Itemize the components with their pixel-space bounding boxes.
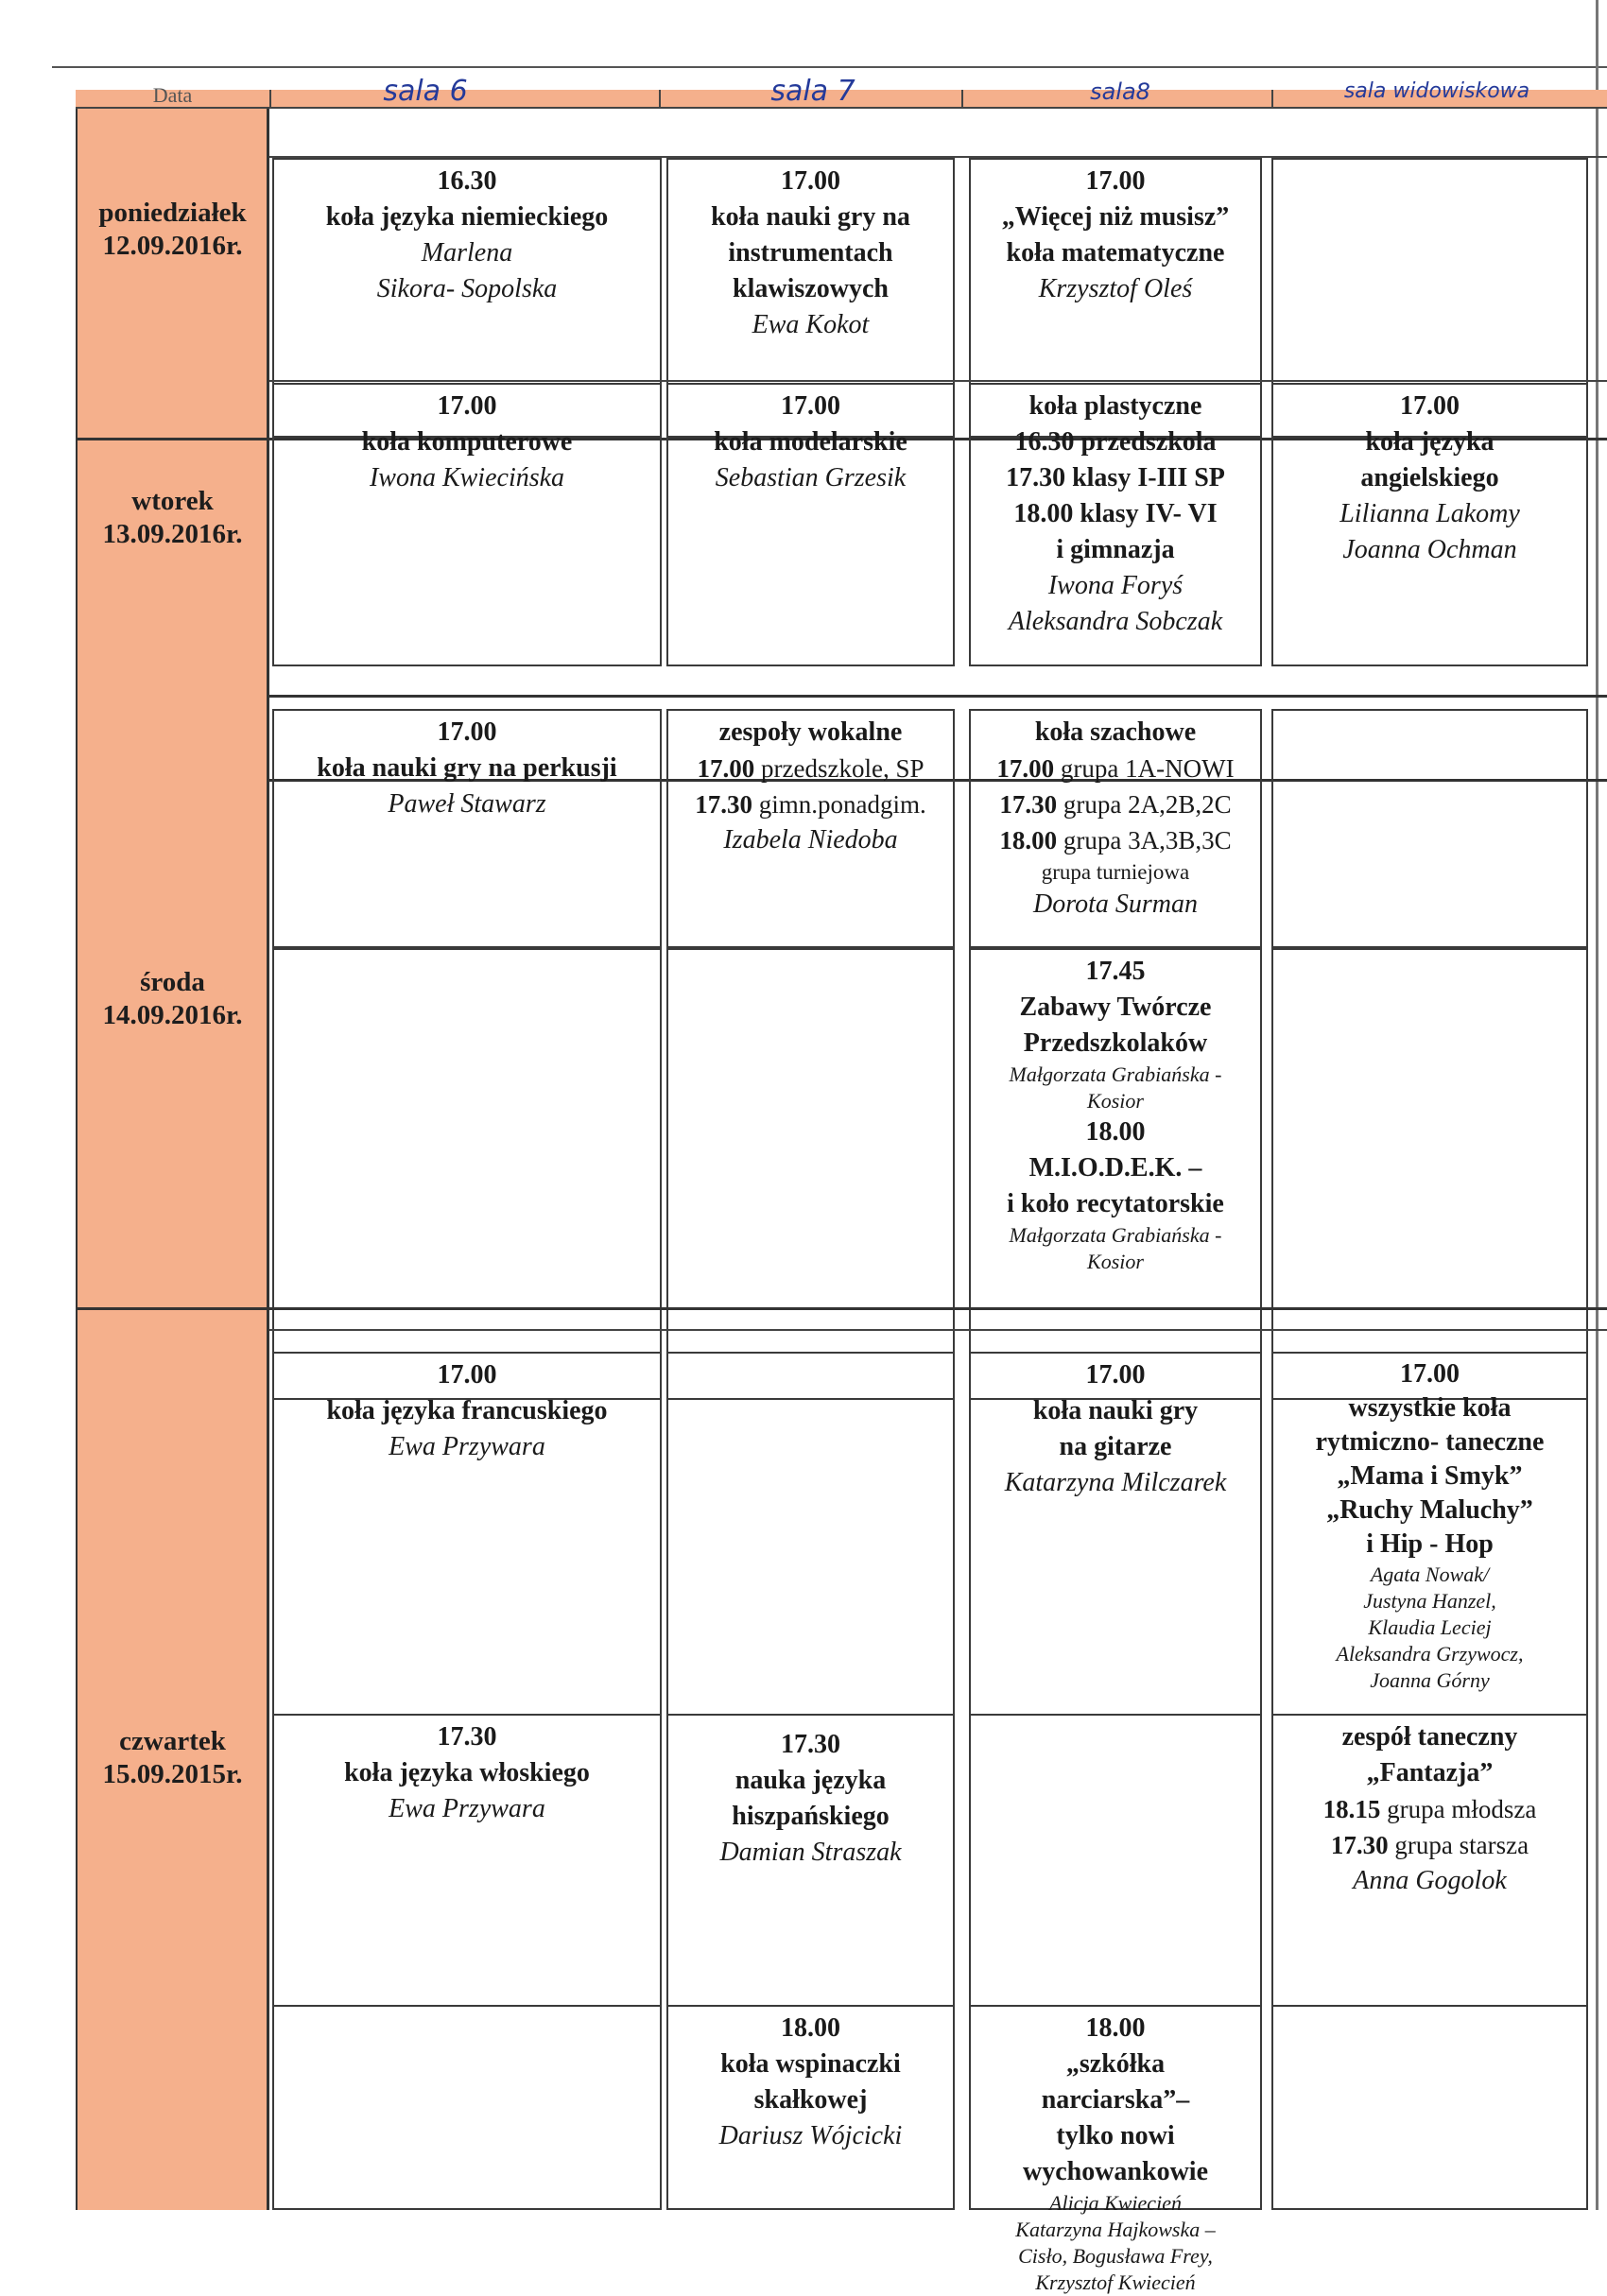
cell-thursday-sala8-b	[969, 1714, 1262, 2007]
slot-desc: grupa młodsza	[1387, 1795, 1537, 1823]
event-time: 18.00	[781, 2013, 840, 2043]
cell-wednesday-sala6	[272, 709, 662, 948]
cell-wednesday-sala7-b	[666, 948, 955, 1400]
event-title: koła języka włoskiego	[344, 1758, 590, 1787]
header-room-8: sala8	[1090, 78, 1150, 105]
cell-thursday-sala7-c	[666, 2005, 955, 2210]
event-time: 17.00	[437, 717, 497, 747]
cell-tuesday-widowiskowa	[1271, 383, 1588, 666]
event-title: wszystkie koła	[1348, 1393, 1512, 1423]
slot-desc: grupa 3A,3B,3C	[1063, 826, 1232, 855]
event-title: i koło recytatorskie	[1007, 1189, 1224, 1218]
instructor: Aleksandra Sobczak	[1008, 607, 1223, 636]
cell-wednesday-widowiskowa	[1271, 709, 1588, 948]
cell-tuesday-sala7	[666, 383, 955, 666]
cell-thursday-widowiskowa-b	[1271, 1714, 1588, 2007]
event-title: rytmiczno- taneczne	[1315, 1427, 1545, 1457]
event-title: koła nauki gry	[1032, 1396, 1199, 1425]
cell-thursday-sala8-a	[969, 1352, 1262, 1716]
event-title: koła modelarskie	[714, 427, 907, 457]
event-title: klawiszowych	[733, 274, 889, 303]
event-line: 18.00 klasy IV- VI	[1013, 499, 1218, 528]
slot-desc: grupa 2A,2B,2C	[1063, 790, 1232, 819]
cell-thursday-sala7-b	[666, 1714, 955, 2007]
instructor: Marlena	[421, 238, 513, 268]
cell-wednesday-sala8-b	[969, 948, 1262, 1400]
instructor: Ewa Przywara	[389, 1432, 545, 1461]
instructor: Katarzyna Hajkowska –	[1015, 2218, 1216, 2241]
cell-wednesday-sala7	[666, 709, 955, 948]
cell-thursday-widowiskowa-a	[1271, 1352, 1588, 1716]
instructor: Klaudia Leciej	[1368, 1615, 1492, 1639]
event-time: 17.00	[781, 391, 840, 421]
event-slot	[1273, 1791, 1586, 1827]
event-time: 16.30	[437, 166, 497, 196]
event-title: skałkowej	[753, 2085, 868, 2115]
event-title: „Mama i Smyk”	[1337, 1461, 1523, 1491]
cell-thursday-sala6-c	[272, 2005, 662, 2210]
event-title: Zabawy Twórcze	[1019, 993, 1212, 1022]
slot-time: 17.30	[695, 790, 752, 819]
event-time: 17.00	[1085, 166, 1146, 196]
event-title: nauka języka	[734, 1766, 887, 1795]
event-slot	[971, 822, 1260, 858]
slot-time: 17.00	[996, 754, 1055, 783]
event-title: zespoły wokalne	[718, 717, 903, 747]
event-title: koła plastyczne	[1028, 391, 1202, 421]
day-date-monday: 12.09.2016r.	[102, 231, 243, 261]
event-title: instrumentach	[728, 238, 893, 268]
event-title: zespół taneczny	[1341, 1722, 1518, 1752]
event-title: angielskiego	[1360, 463, 1499, 492]
event-time: 17.30	[781, 1730, 840, 1759]
instructor: Damian Straszak	[719, 1838, 902, 1867]
cell-wednesday-sala8-chess	[969, 709, 1262, 948]
instructor: Małgorzata Grabiańska -	[1009, 1223, 1222, 1247]
schedule-table	[76, 75, 1607, 2294]
cell-thursday-sala6-b	[272, 1714, 662, 2007]
event-title: „Fantazja”	[1366, 1758, 1494, 1787]
instructor: Anna Gogolok	[1353, 1866, 1507, 1895]
day-date-tuesday: 13.09.2016r.	[102, 519, 243, 549]
instructor: Kosior	[1087, 1089, 1144, 1113]
slot-time: 17.30	[999, 790, 1058, 819]
instructor: Cisło, Bogusława Frey,	[1018, 2244, 1213, 2268]
event-title: tylko nowi	[1056, 2121, 1175, 2150]
cell-thursday-sala7-a	[666, 1352, 955, 1716]
event-title: koła wspinaczki	[720, 2049, 901, 2079]
instructor: Iwona Foryś	[1047, 571, 1184, 600]
day-rule	[269, 695, 1607, 698]
event-time: 17.00	[1400, 1359, 1460, 1389]
instructor: Justyna Hanzel,	[1363, 1589, 1496, 1613]
cell-thursday-sala6-a	[272, 1352, 662, 1716]
day-name-thursday: czwartek	[119, 1726, 226, 1756]
event-title: koła nauki gry na	[711, 202, 910, 232]
event-title: „Ruchy Maluchy”	[1326, 1495, 1533, 1525]
instructor: Agata Nowak/	[1370, 1562, 1490, 1586]
event-title: na gitarze	[1059, 1432, 1172, 1461]
event-time: 17.00	[437, 1360, 497, 1390]
event-time: 17.45	[1085, 957, 1146, 986]
cell-wednesday-widowiskowa-b	[1271, 948, 1588, 1400]
event-time: 17.00	[437, 391, 497, 421]
event-slot	[971, 786, 1260, 822]
day-name-monday: poniedziałek	[98, 198, 247, 228]
slot-desc: gimn.ponadgim.	[758, 790, 926, 819]
instructor: Katarzyna Milczarek	[1004, 1468, 1227, 1497]
instructor: Lilianna Lakomy	[1339, 499, 1520, 528]
header-room-widowiskowa: sala widowiskowa	[1343, 79, 1530, 103]
instructor: Joanna Górny	[1370, 1668, 1490, 1692]
event-slot	[971, 751, 1260, 786]
event-title: koła matematyczne	[1006, 238, 1225, 268]
event-time: 18.00	[1085, 2013, 1146, 2043]
cell-wednesday-sala6-b	[272, 948, 662, 1400]
event-title: koła języka niemieckiego	[325, 202, 609, 232]
event-title: i Hip - Hop	[1366, 1529, 1494, 1559]
instructor: Kosior	[1087, 1250, 1144, 1273]
day-date-wednesday: 14.09.2016r.	[102, 1000, 243, 1030]
event-slot	[668, 786, 953, 822]
slot-time: 17.30	[1330, 1831, 1389, 1859]
instructor: Joanna Ochman	[1342, 535, 1517, 564]
event-title: M.I.O.D.E.K. –	[1028, 1153, 1202, 1183]
event-title: Przedszkolaków	[1023, 1028, 1208, 1058]
instructor: Krzysztof Oleś	[1038, 274, 1193, 303]
event-slot	[1273, 1827, 1586, 1863]
day-name-wednesday: środa	[140, 967, 205, 997]
slot-desc: grupa turniejowa	[1041, 860, 1190, 884]
instructor: Dariusz Wójcicki	[718, 2121, 903, 2150]
cell-tuesday-sala8	[969, 383, 1262, 666]
event-title: „szkółka	[1065, 2049, 1166, 2079]
slot-desc: grupa starsza	[1394, 1831, 1529, 1859]
slot-desc: przedszkole, SP	[761, 754, 924, 783]
header-date: Data	[152, 83, 193, 107]
instructor: Krzysztof Kwiecień	[1035, 2270, 1196, 2294]
event-title: koła szachowe	[1034, 717, 1197, 747]
event-time: 18.00	[1085, 1117, 1146, 1147]
event-title: wychowankowie	[1022, 2157, 1208, 2186]
event-title: koła języka francuskiego	[326, 1396, 608, 1425]
instructor: Dorota Surman	[1033, 889, 1198, 919]
instructor: Małgorzata Grabiańska -	[1009, 1062, 1222, 1086]
instructor: Alicja Kwiecień	[1049, 2191, 1182, 2215]
day-name-tuesday: wtorek	[131, 486, 214, 516]
event-time: 17.30	[437, 1722, 497, 1752]
event-title: „Więcej niż musisz”	[1001, 202, 1230, 232]
event-title: hiszpańskiego	[732, 1802, 890, 1831]
row-rule	[269, 380, 1607, 382]
day-column-wednesday	[76, 704, 269, 1399]
slot-desc: grupa 1A-NOWI	[1060, 754, 1235, 783]
header-divider	[269, 90, 271, 107]
event-title: koła nauki gry na perkusji	[317, 753, 617, 783]
header-divider	[961, 90, 963, 107]
event-title: narciarska”–	[1041, 2085, 1190, 2115]
instructor: Ewa Przywara	[389, 1794, 545, 1823]
instructor: Ewa Kokot	[752, 310, 870, 339]
header-room-7: sala 7	[770, 75, 855, 108]
instructor: Sikora- Sopolska	[376, 274, 558, 303]
cell-thursday-sala8-c	[969, 2005, 1262, 2294]
event-line: 17.30 klasy I-III SP	[1006, 463, 1225, 492]
slot-time: 18.00	[999, 826, 1058, 855]
event-time: 17.00	[781, 166, 840, 196]
event-title: koła komputerowe	[361, 427, 573, 457]
event-line: 16.30 przedszkola	[1014, 427, 1217, 457]
cell-tuesday-sala6	[272, 383, 662, 666]
header-divider	[659, 90, 661, 107]
event-title: koła języka	[1365, 427, 1495, 457]
instructor: Paweł Stawarz	[388, 789, 546, 819]
day-column-monday	[76, 109, 269, 438]
instructor: Aleksandra Grzywocz,	[1336, 1642, 1524, 1666]
event-slot	[668, 751, 953, 786]
event-time: 17.00	[1400, 391, 1460, 421]
instructor: Sebastian Grzesik	[715, 463, 907, 492]
event-line: i gimnazja	[1056, 535, 1175, 564]
cell-thursday-widowiskowa-c	[1271, 2005, 1588, 2210]
header-room-6: sala 6	[383, 75, 468, 108]
header-divider	[1271, 90, 1273, 107]
instructor: Izabela Niedoba	[723, 825, 898, 855]
slot-time: 18.15	[1322, 1795, 1381, 1823]
day-rule	[76, 1307, 1607, 1310]
instructor: Iwona Kwiecińska	[369, 463, 565, 492]
scan-edge-top	[52, 66, 1607, 68]
slot-time: 17.00	[697, 754, 755, 783]
event-time: 17.00	[1085, 1360, 1146, 1390]
row-rule	[269, 1329, 1607, 1331]
day-date-thursday: 15.09.2015r.	[102, 1759, 243, 1789]
